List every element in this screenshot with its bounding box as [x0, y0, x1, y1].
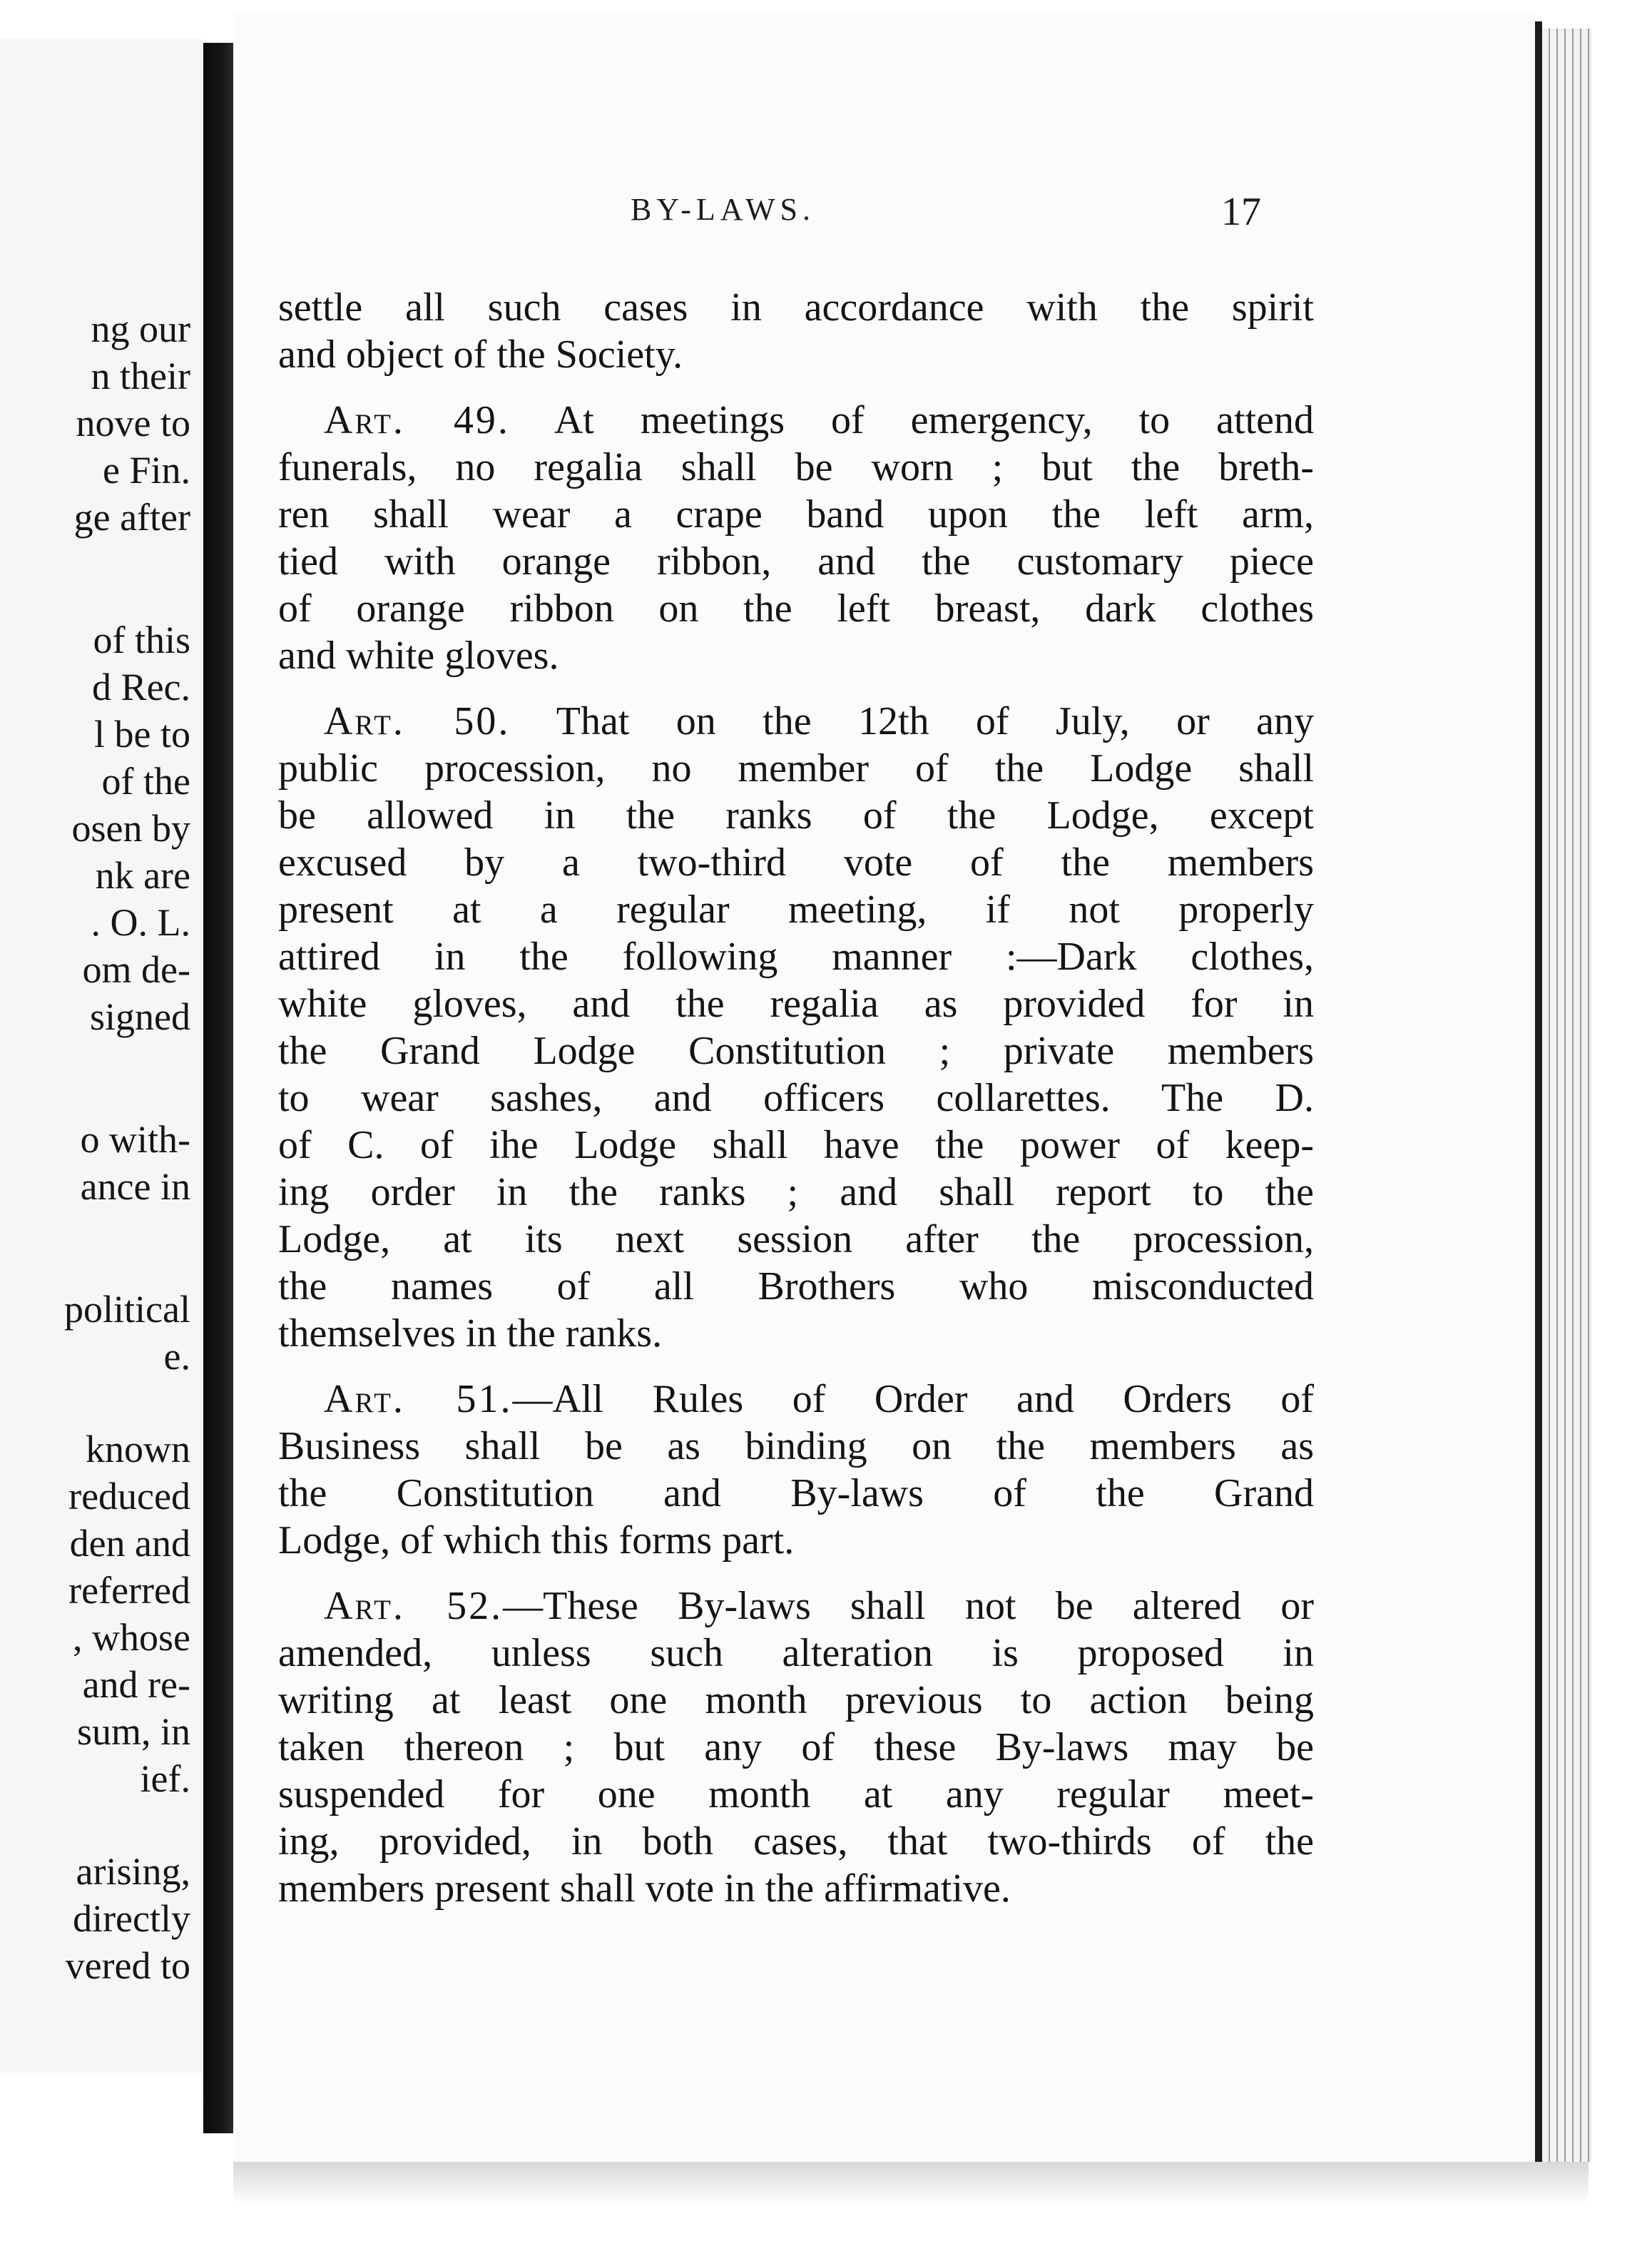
text-line: members present shall vote in the affirmative. [278, 1866, 1011, 1911]
text-line: Lodge, at its next session after the procession, [278, 1217, 1314, 1261]
left-page-line: om de- [82, 948, 190, 991]
running-head: BY-LAWS. [631, 192, 816, 227]
left-page-line: nk are [95, 854, 190, 897]
text-line: taken thereon ; but any of these By-laws may be [278, 1725, 1314, 1769]
text-line: the Grand Lodge Constitution ; private members [278, 1029, 1314, 1073]
left-page-line: referred [68, 1569, 190, 1612]
left-page-line: d Rec. [92, 666, 190, 708]
article-label: Art. 50. [324, 699, 511, 743]
left-page-line: of the [101, 760, 190, 803]
left-page-line: known [86, 1428, 190, 1470]
left-page-line: ance in [80, 1165, 190, 1208]
text-line: be allowed in the ranks of the Lodge, except [278, 793, 1314, 838]
left-page-line: o with- [80, 1118, 190, 1161]
text-line: themselves in the ranks. [278, 1311, 663, 1356]
left-page-line: arising, [76, 1850, 190, 1893]
text-line: settle all such cases in accordance with the spirit [278, 285, 1314, 330]
text-line: Lodge, of which this forms part. [278, 1518, 795, 1563]
left-page-line: l be to [94, 713, 190, 756]
page-number: 17 [1221, 190, 1261, 234]
article-51 [278, 1376, 1314, 1564]
text-line: and object of the Society. [278, 332, 683, 377]
left-page-line: osen by [71, 807, 190, 850]
body-text [278, 284, 1314, 1912]
bottom-shadow [233, 2162, 1589, 2205]
text-line: —These By-laws shall not be altered or [503, 1584, 1314, 1628]
left-page-line: ge after [73, 496, 190, 539]
text-line: to wear sashes, and officers collarettes. The D. [278, 1076, 1314, 1120]
article-52 [278, 1582, 1314, 1912]
left-page-line: e Fin. [102, 449, 190, 492]
left-page-line: ief. [140, 1757, 190, 1800]
left-page-line: , whose [73, 1616, 190, 1659]
text-line: —All Rules of Order and Orders of [512, 1377, 1315, 1421]
left-page-line: reduced [68, 1475, 190, 1518]
text-line: excused by a two-third vote of the members [278, 840, 1314, 885]
text-line: suspended for one month at any regular meet- [278, 1772, 1314, 1817]
text-line: amended, unless such alteration is proposed in [278, 1631, 1314, 1675]
text-line: present at a regular meeting, if not properly [278, 888, 1314, 932]
paragraph-continuation [278, 284, 1314, 378]
left-page-line: and re- [82, 1663, 190, 1706]
left-page-fragment [0, 39, 203, 2073]
left-page-line: . O. L. [91, 901, 190, 944]
article-label: Art. 51. [324, 1377, 513, 1421]
text-line: ing order in the ranks ; and shall report to the [278, 1170, 1314, 1214]
article-label: Art. 49. [324, 398, 510, 442]
left-page-line: sum, in [76, 1710, 190, 1753]
text-line: the names of all Brothers who misconducted [278, 1264, 1314, 1309]
left-page-line: nove to [76, 402, 190, 444]
text-line: public procession, no member of the Lodge shall [278, 746, 1314, 791]
book-spine [203, 43, 233, 2133]
text-line: writing at least one month previous to action being [278, 1678, 1314, 1722]
page-edge-shadow [1535, 21, 1542, 2169]
text-line: white gloves, and the regalia as provided for in [278, 982, 1314, 1026]
stacked-page-edges [1542, 29, 1592, 2162]
text-line: of C. of ihe Lodge shall have the power of keep- [278, 1123, 1314, 1167]
text-line: Business shall be as binding on the members as [278, 1424, 1314, 1468]
text-line: At meetings of emergency, to attend [554, 398, 1314, 442]
left-page-line: ng our [91, 308, 190, 350]
text-line: funerals, no regalia shall be worn ; but the breth- [278, 445, 1314, 489]
text-line: of orange ribbon on the left breast, dark clothes [278, 586, 1314, 631]
left-page-line: n their [91, 355, 190, 397]
left-page-line: vered to [65, 1944, 190, 1987]
text-line: ren shall wear a crape band upon the left arm, [278, 492, 1314, 537]
text-line: That on the 12th of July, or any [556, 699, 1314, 743]
left-page-line: signed [90, 995, 190, 1038]
article-49 [278, 397, 1314, 679]
article-label: Art. 52. [324, 1584, 504, 1628]
text-line: tied with orange ribbon, and the customary piece [278, 539, 1314, 584]
article-50 [278, 698, 1314, 1357]
text-line: and white gloves. [278, 634, 559, 678]
text-line: attired in the following manner :—Dark clothes, [278, 935, 1314, 979]
left-page-line: of this [93, 619, 190, 661]
left-page-line: directly [73, 1897, 190, 1940]
left-page-line: den and [69, 1522, 190, 1565]
text-line: ing, provided, in both cases, that two-thirds of the [278, 1819, 1314, 1864]
left-page-line: political [64, 1288, 190, 1331]
text-line: the Constitution and By-laws of the Grand [278, 1471, 1314, 1515]
left-page-line: e. [163, 1335, 190, 1378]
